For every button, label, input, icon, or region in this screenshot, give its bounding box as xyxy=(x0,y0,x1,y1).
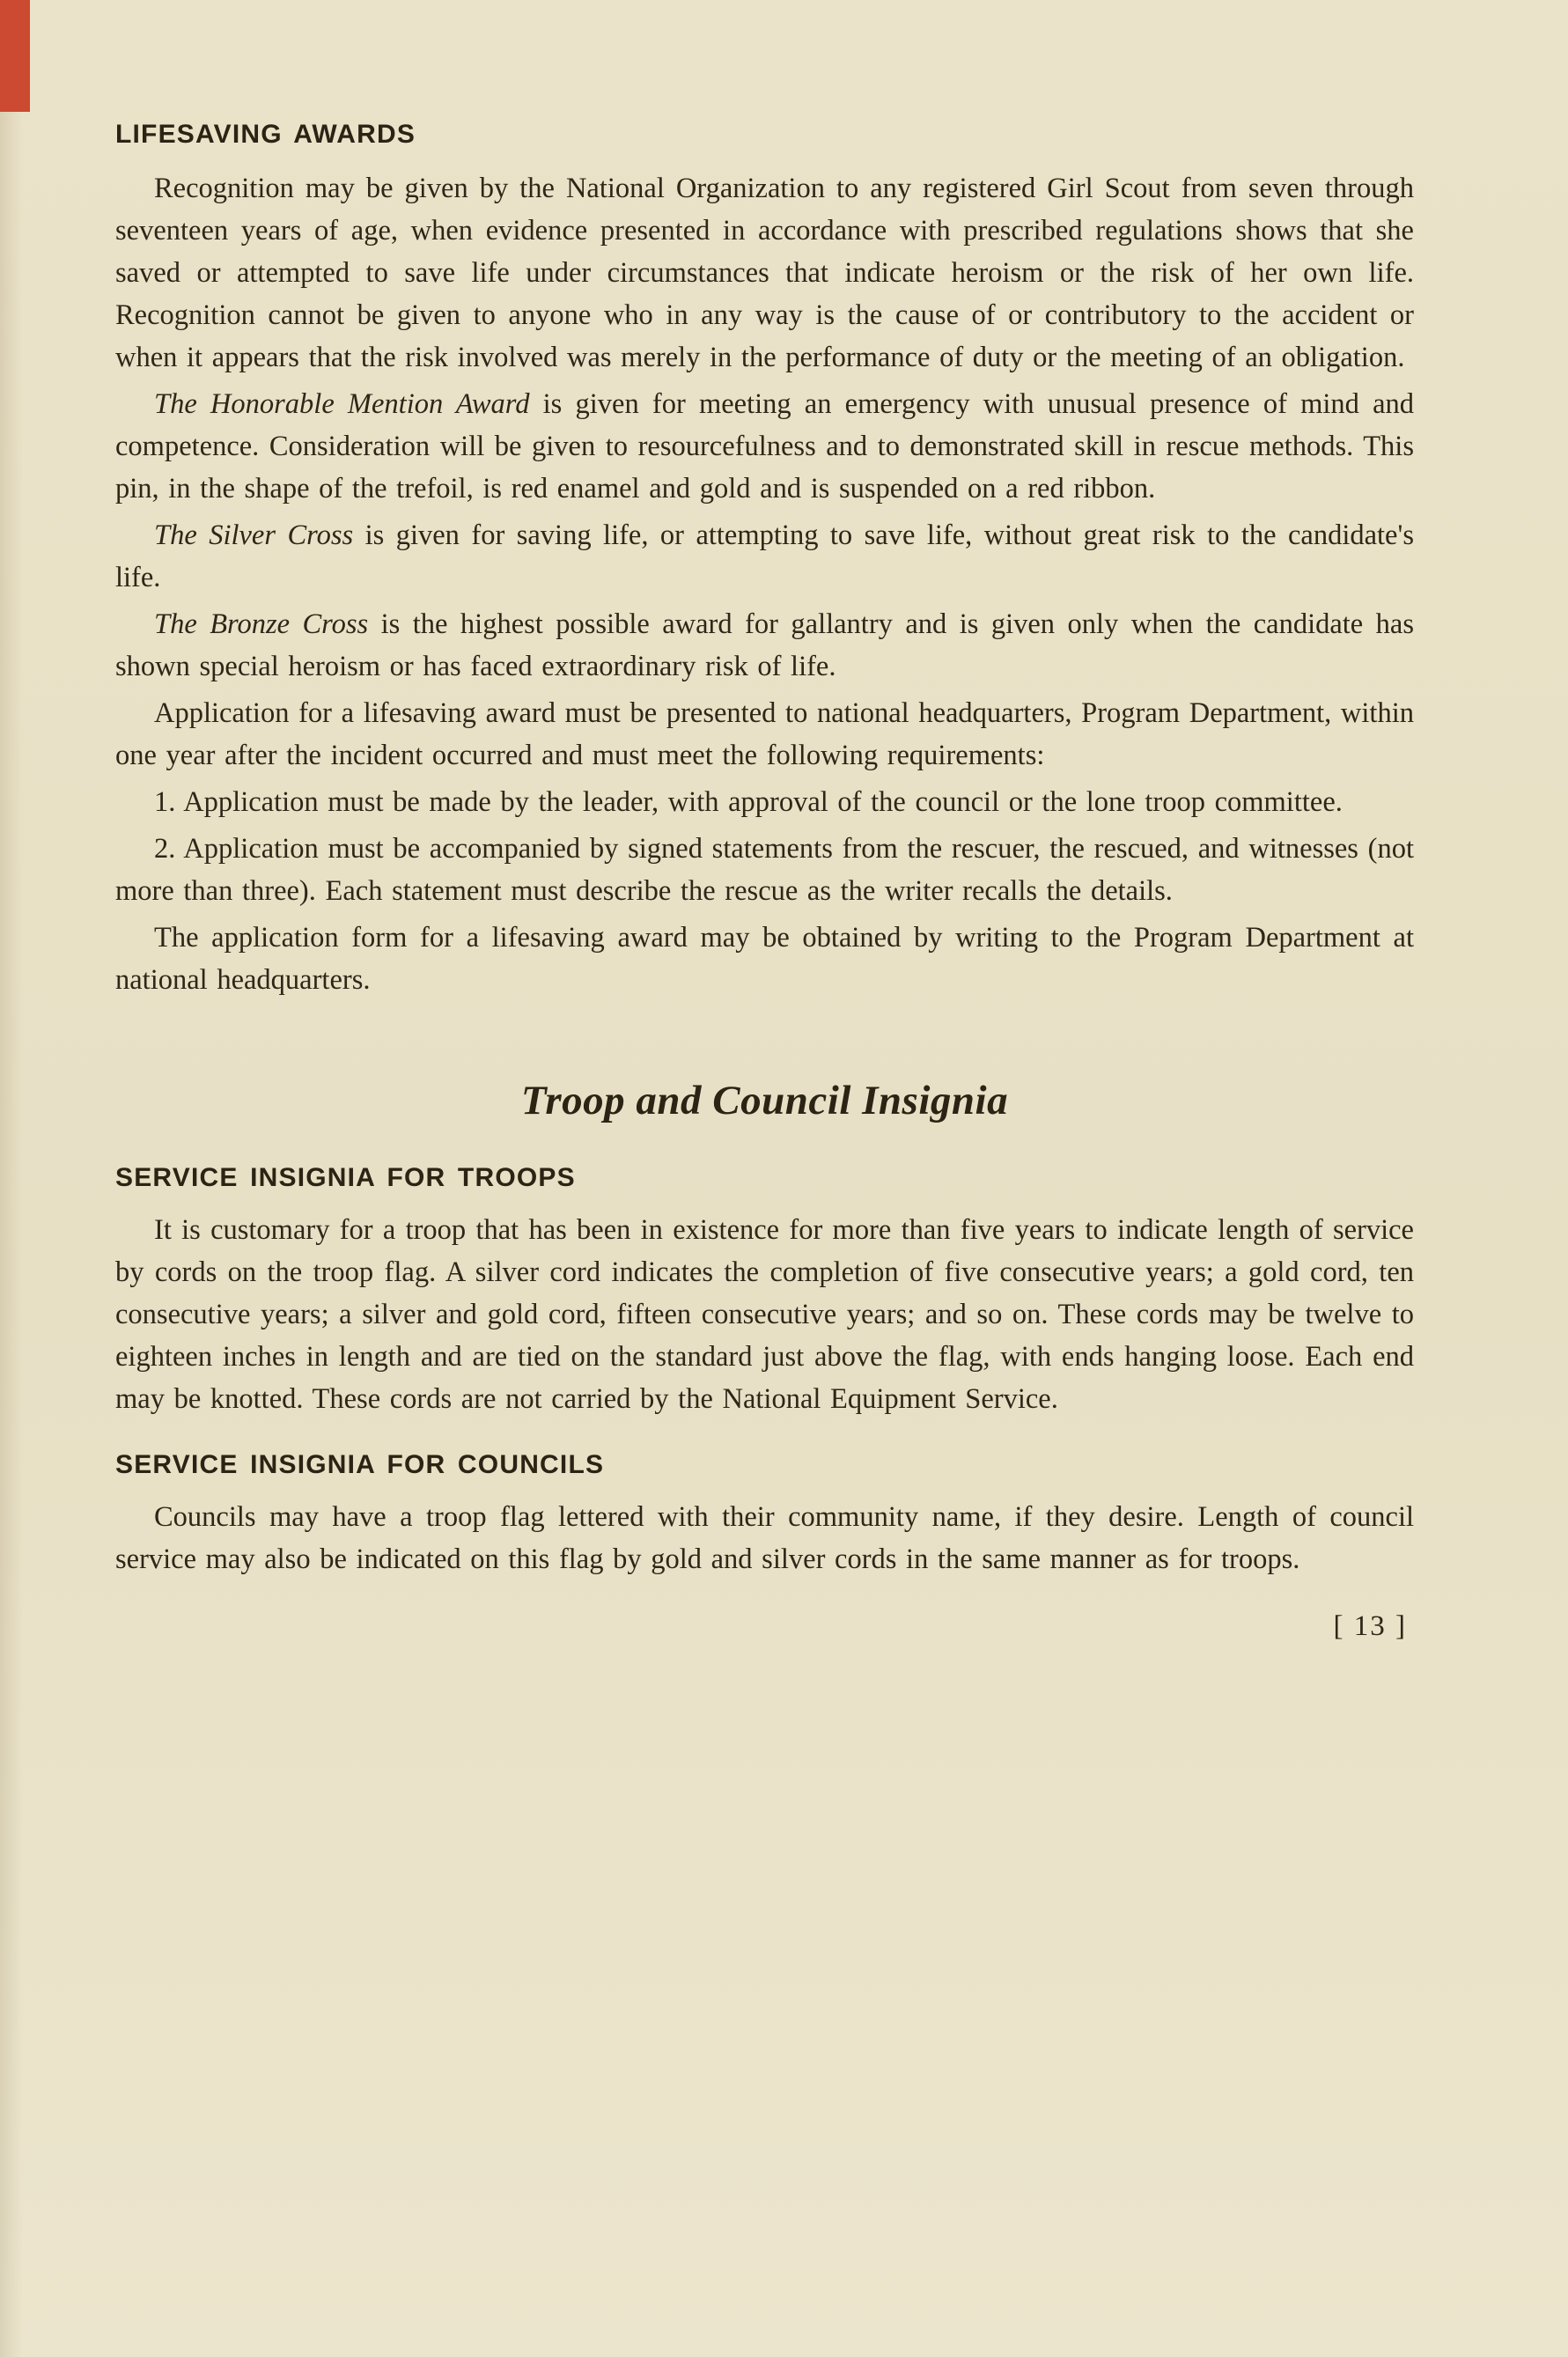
lifesaving-paragraph-3 xyxy=(115,514,1414,599)
scan-gutter-shading xyxy=(0,0,23,2357)
troop-and-council-insignia-title: Troop and Council Insignia xyxy=(520,1078,1009,1123)
service-insignia-councils-heading: SERVICE INSIGNIA FOR COUNCILS xyxy=(115,1450,605,1479)
service-insignia-troops-heading: SERVICE INSIGNIA FOR TROOPS xyxy=(115,1163,576,1192)
lifesaving-paragraph-8 xyxy=(115,917,1414,1001)
lifesaving-paragraph-2 xyxy=(115,383,1414,510)
paragraph-text: 1. Application must be made by the leader, with approval of the council or the lone troop committee. xyxy=(154,786,1343,818)
lifesaving-paragraph-1 xyxy=(115,167,1414,379)
bronze-cross-lead: The Bronze Cross xyxy=(154,608,369,640)
honorable-mention-lead: The Honorable Mention Award xyxy=(154,388,530,420)
paragraph-text: Application for a lifesaving award must be presented to national headquarters, Program Department, within one year after the incident occurred and must meet the following requirements: xyxy=(115,697,1414,771)
lifesaving-paragraph-4 xyxy=(115,603,1414,688)
paragraph-text: Recognition may be given by the National Organization to any registered Girl Scout from seven through seventeen years of age, when evidence presented in accordance with prescribed regulations shows that she saved or attempted to save life under circumstances that indicate heroism or the risk of her own life. Recognition cannot be given to anyone who in any way is the cause of or contributory to the accident or when it appears that the risk involved was merely in the performance of duty or the meeting of an obligation. xyxy=(115,173,1414,373)
paragraph-text: The application form for a lifesaving award may be obtained by writing to the Program Department at national headquarters. xyxy=(115,922,1414,996)
paragraph-text: is the highest possible award for gallantry and is given only when the candidate has shown special heroism or has faced extraordinary risk of life. xyxy=(115,608,1414,682)
lifesaving-list-item-1 xyxy=(115,781,1414,823)
page-content xyxy=(115,120,1414,1643)
lifesaving-paragraph-5 xyxy=(115,692,1414,777)
councils-paragraph: Councils may have a troop flag lettered with their community name, if they desire. Length of council service may also be indicated on this flag by gold and silver cords in the same manner as for troops. xyxy=(115,1501,1414,1575)
paragraph-text: 2. Application must be accompanied by signed statements from the rescuer, the rescued, and witnesses (not more than three). Each statement must describe the rescue as the writer recalls the details. xyxy=(115,833,1414,907)
page-number: [ 13 ] xyxy=(1333,1610,1407,1642)
red-margin-stripe xyxy=(0,0,30,112)
lifesaving-list-item-2 xyxy=(115,828,1414,912)
silver-cross-lead: The Silver Cross xyxy=(154,519,354,551)
paragraph-text: is given for meeting an emergency with unusual presence of mind and competence. Consideration will be given to resourcefulness and to demonstrated skill in rescue methods. This pin, in the shape of the trefoil, is red enamel and gold and is suspended on a red ribbon. xyxy=(115,388,1414,505)
troops-paragraph: It is customary for a troop that has been in existence for more than five years to indicate length of service by cords on the troop flag. A silver cord indicates the completion of five consecutive years; a gold cord, ten consecutive years; a silver and gold cord, fifteen consecutive years; and so on. These cords may be twelve to eighteen inches in length and are tied on the standard just above the flag, with ends hanging loose. Each end may be knotted. These cords are not carried by the National Equipment Service. xyxy=(115,1214,1414,1415)
lifesaving-awards-heading: LIFESAVING AWARDS xyxy=(115,120,416,149)
paragraph-text: is given for saving life, or attempting to save life, without great risk to the candidate's life. xyxy=(115,519,1414,593)
